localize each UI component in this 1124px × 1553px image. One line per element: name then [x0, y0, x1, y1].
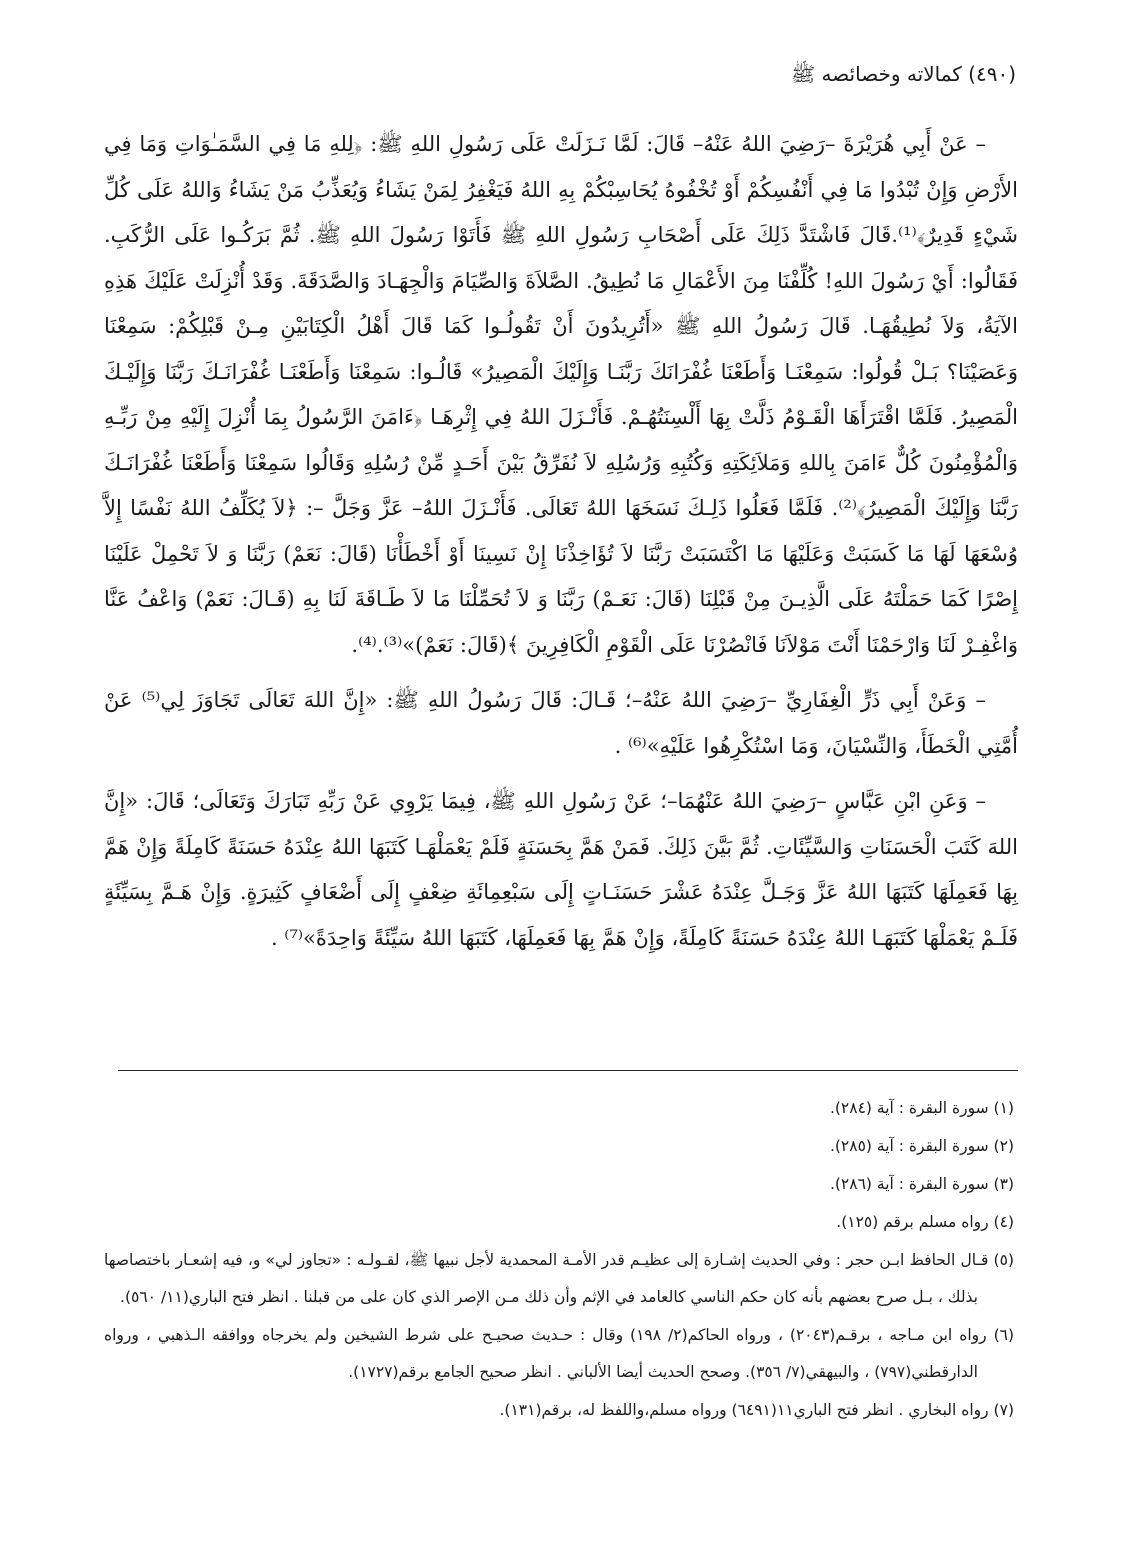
- hadith-abu-dharr: – وَعَنْ أَبِي ذَرٍّ الْغِفَارِيِّ –رَضِيَ اللهُ عَنْهُ–؛ قَـالَ: قَالَ رَسُولُ اللهِ ﷺ: «إِنَّ اللهَ تَعَالَى تَجَاوَزَ لِي⁽⁵⁾ عَنْ أُمَّتِي الْخَطَأَ، وَالنِّسْيَانَ، وَمَا اسْتُكْرِهُوا عَلَيْهِ»⁽⁶⁾ .: [104, 688, 1018, 758]
- footnote-7: (٧) رواه البخاري . انظر فتح الباري١١(٦٤٩١) ورواه مسلم،واللفظ له، برقم(١٣١).: [499, 1401, 1014, 1419]
- main-text: [104, 122, 1018, 971]
- footnote-divider: [118, 1070, 1018, 1071]
- footnote-3: (٣) سورة البقرة : آية (٢٨٦).: [829, 1175, 1014, 1193]
- footnote-4: (٤) رواه مسلم برقم (١٢٥).: [836, 1213, 1014, 1231]
- footnote-5: (٥) قـال الحافظ ابـن حجر : وفي الحديث إشـارة إلى عظيـم قدر الأمـة المحمدية لأجل نبيها ﷺ، لقـولـه : «تجاوز لي» و، فيه إشعـار باختصاصها بذلك ، بـل صرح بعضهم بأنه كان حكم الناسي كالعامد في الإثم وأن ذلك مـن الإصر الذي كان على من قبلنا . انظر فتح الباري(١١/ ٥٦٠).: [104, 1251, 1014, 1306]
- footnote-1: (١) سورة البقرة : آية (٢٨٤).: [829, 1099, 1014, 1117]
- footnote-6: (٦) رواه ابن مـاجه ، برقـم(٢٠٤٣) ، ورواه الحاكم(٢/ ١٩٨) وقال : حـديث صحيـح على شرط الشيخين ولم يخرجاه ووافقه الـذهبي ، ورواه الدارقطني(٧٩٧) ، والبيهقي(٧/ ٣٥٦). وصحح الحديث أيضا الألباني . انظر صحيح الجامع برقم(١٧٢٧).: [104, 1326, 1015, 1381]
- hadith-ibn-abbas: – وَعَنِ ابْنِ عَبَّاسٍ –رَضِيَ اللهُ عَنْهُمَا–؛ عَنْ رَسُولِ اللهِ ﷺ، فِيمَا يَرْوِي عَنْ رَبِّهِ تَبَارَكَ وَتَعَالَى؛ قَالَ: «إِنَّ اللهَ كَتَبَ الْحَسَنَاتِ وَالسَّيِّئَاتِ. ثُمَّ بَيَّنَ ذَلِكَ. فَمَنْ هَمَّ بِحَسَنَةٍ فَلَمْ يَعْمَلْهَـا كَتَبَهَا اللهُ عِنْدَهُ حَسَنَةً كَامِلَةً وَإِنْ هَمَّ بِهَا فَعَمِلَهَا كَتَبَهَا اللهُ عَزَّ وَجَـلَّ عِنْدَهُ عَشْرَ حَسَنَـاتٍ إِلَى سَبْعِمِائَةِ ضِعْفٍ إِلَى أَضْعَافٍ كَثِيرَةٍ. وَإِنْ هَـمَّ بِسَيِّئَةٍ فَلَـمْ يَعْمَلْهَا كَتَبَهَـا اللهُ عِنْدَهُ حَسَنَةً كَامِلَةً، وَإِنْ هَمَّ بِهَا فَعَمِلَهَا، كَتَبَهَا اللهُ سَيِّئَةً وَاحِدَةً»⁽⁷⁾ .: [104, 789, 1018, 950]
- page-header: (٤٩٠) كمالاته وخصائصه ﷺ: [790, 62, 1016, 86]
- footnote-2: (٢) سورة البقرة : آية (٢٨٥).: [829, 1137, 1014, 1155]
- hadith-abu-hurayra: – عَنْ أَبِي هُرَيْرَةَ –رَضِيَ اللهُ عَنْهُ– قَالَ: لَمَّا نَـزَلَتْ عَلَى رَسُولِ اللهِ ﷺ: ﴿لِلهِ مَا فِي السَّمَـٰوَاتِ وَمَا فِي الأَرْضِ وَإِنْ تُبْدُوا مَا فِي أَنْفُسِكُمْ أَوْ تُخْفُوهُ يُحَاسِبْكُمْ بِهِ اللهُ فَيَغْفِرُ لِمَنْ يَشَاءُ وَيُعَذِّبُ مَنْ يَشَاءُ وَاللهُ عَلَى كُلِّ شَيْءٍ قَدِيرٌ﴾⁽¹⁾.قَالَ فَاشْتَدَّ ذَلِكَ عَلَى أَصْحَابِ رَسُولِ اللهِ ﷺ فَأَتَوْا رَسُولَ اللهِ ﷺ. ثُمَّ بَرَكُـوا عَلَى الرُّكَبِ. فَقَالُوا: أَيْ رَسُولَ اللهِ! كُلِّفْنَا مِنَ الأَعْمَالِ مَا نُطِيقُ. الصَّلاَةَ وَالصِّيَامَ وَالْجِهَـادَ وَالصَّدَقَةَ. وَقَدْ أُنْزِلَتْ عَلَيْكَ هَذِهِ الآيَةُ، وَلاَ نُطِيقُهَـا. قَالَ رَسُولُ اللهِ ﷺ «أَتُرِيدُونَ أَنْ تَقُولُـوا كَمَا قَالَ أَهْلُ الْكِتَابَيْنِ مِـنْ قَبْلِكُمْ: سَمِعْنَا وَعَصَيْنَا؟ بَـلْ قُولُوا: سَمِعْنَـا وَأَطَعْنَا غُفْرَانَكَ رَبَّنَـا وَإِلَيْكَ الْمَصِيرُ» قَالُـوا: سَمِعْنَا وَأَطَعْنَـا غُفْرَانَـكَ رَبَّنَا وَإِلَيْـكَ الْمَصِيرُ. فَلَمَّا اقْتَرَأَهَا الْقَـوْمُ ذَلَّتْ بِهَا أَلْسِنَتُهُـمْ. فَأَنْـزَلَ اللهُ فِي إِثْرِهَـا ﴿ءَامَنَ الرَّسُولُ بِمَا أُنْزِلَ إِلَيْهِ مِنْ رَبِّـهِ وَالْمُؤْمِنُونَ كُلٌّ ءَامَنَ بِاللهِ وَمَلاَئِكَتِهِ وَكُتُبِهِ وَرُسُلِهِ لاَ نُفَرِّقُ بَيْنَ أَحَـدٍ مِّنْ رُسُلِهِ وَقَالُوا سَمِعْنَا وَأَطَعْنَا غُفْرَانَـكَ رَبَّنَا وَإِلَيْكَ الْمَصِيرُ﴾⁽²⁾. فَلَمَّا فَعَلُوا ذَلِـكَ نَسَخَهَا اللهُ تَعَالَى. فَأَنْـزَلَ اللهُ– عَزَّ وَجَلَّ –: ﴿لاَ يُكَلِّفُ اللهُ نَفْسًا إِلاَّ وُسْعَهَا لَهَا مَا كَسَبَتْ وَعَلَيْهَا مَا اكْتَسَبَتْ رَبَّنَا لاَ تُؤَاخِذْنَا إِنْ نَسِينَا أَوْ أَخْطَأْنَا (قَالَ: نَعَمْ) رَبَّنَا وَ لاَ تَحْمِلْ عَلَيْنَا إِصْرًا كَمَا حَمَلْتَهُ عَلَى الَّذِيـنَ مِنْ قَبْلِنَا (قَالَ: نَعَـمْ) رَبَّنَا وَ لاَ تُحَمِّلْنَا مَا لاَ طَـاقَةَ لَنَا بِهِ (قَـالَ: نَعَمْ) وَاعْفُ عَنَّا وَاغْفِـرْ لَنَا وَارْحَمْنَا أَنْتَ مَوْلاَنَا فَانْصُرْنَا عَلَى الْقَوْمِ الْكَافِرِينَ ﴾(قَالَ: نَعَمْ)»⁽³⁾.⁽⁴⁾.: [104, 132, 1019, 657]
- footnotes: [104, 1090, 1014, 1430]
